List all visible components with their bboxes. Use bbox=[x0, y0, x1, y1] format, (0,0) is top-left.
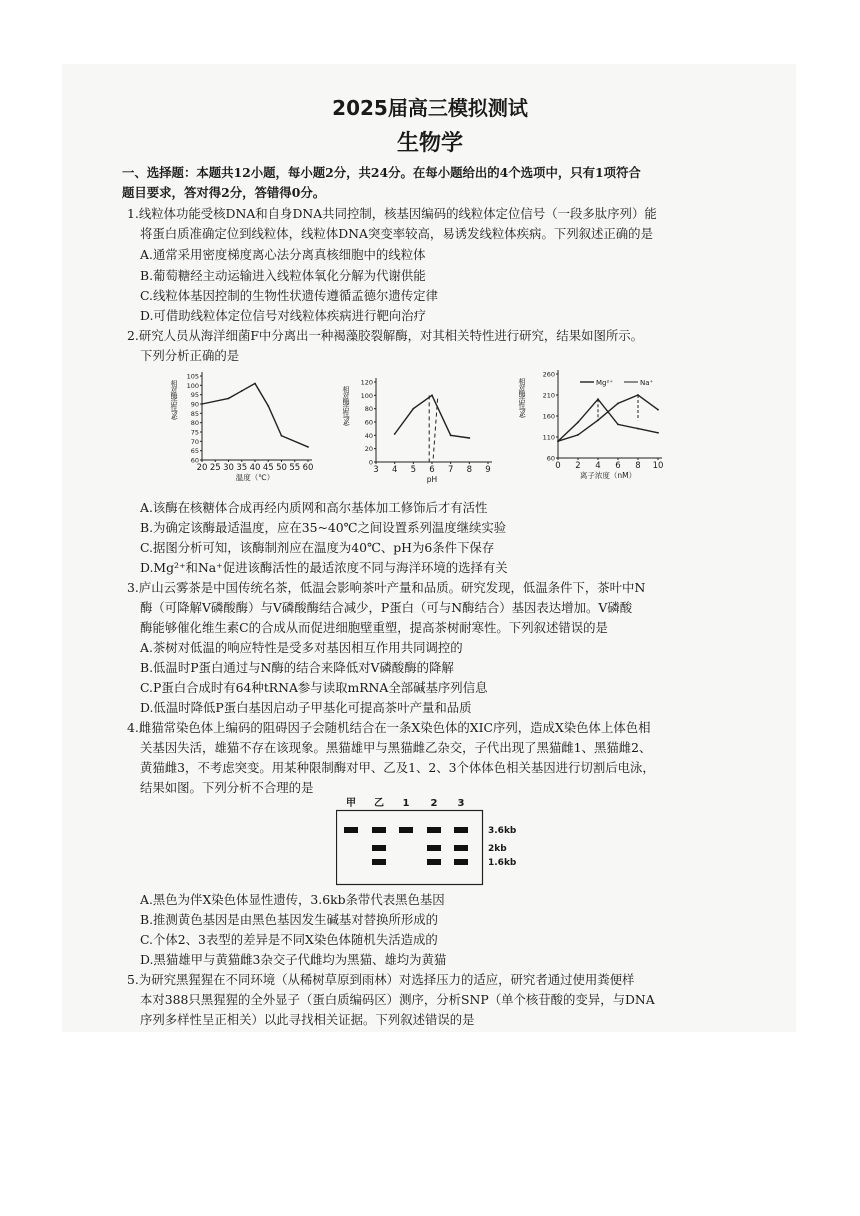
gel-band bbox=[454, 845, 468, 851]
section-intro-line: 一、选择题：本题共12小题，每小题2分，共24分。在每小题给出的4个选项中，只有1项符合 bbox=[122, 165, 641, 180]
question-stem: 4.雌猫常染色体上编码的阻碍因子会随机结合在一条X染色体的XIC序列，造成X染色体上体色相 bbox=[127, 720, 651, 735]
legend-label: Na⁺ bbox=[640, 379, 654, 387]
ph-chart bbox=[336, 368, 501, 486]
gel-band bbox=[372, 845, 386, 851]
option-a: A.通常采用密度梯度离心法分离真核细胞中的线粒体 bbox=[140, 247, 426, 262]
x-tick-label: 25 bbox=[209, 463, 221, 473]
data-point bbox=[637, 428, 639, 430]
y-tick-label: 160 bbox=[542, 412, 555, 421]
x-tick-label: 2 bbox=[575, 461, 581, 471]
data-point bbox=[657, 432, 659, 434]
y-tick-label: 80 bbox=[190, 419, 199, 428]
question-stem: 3.庐山云雾茶是中国传统名茶，低温会影响茶叶产量和品质。研究发现，低温条件下，茶叶中N bbox=[127, 580, 646, 595]
option-a: A.该酶在核糖体合成再经内质网和高尔基体加工修饰后才有活性 bbox=[140, 500, 488, 515]
data-point bbox=[468, 437, 470, 439]
data-point bbox=[228, 398, 230, 400]
x-tick-label: 40 bbox=[249, 463, 261, 473]
lane-label: 2 bbox=[430, 798, 438, 809]
series-line bbox=[395, 395, 470, 438]
question-stem: 结果如图。下列分析不合理的是 bbox=[140, 780, 314, 795]
y-tick-label: 90 bbox=[190, 400, 199, 409]
y-tick-label: 60 bbox=[190, 456, 199, 465]
series-line bbox=[558, 399, 658, 441]
data-point bbox=[577, 421, 579, 423]
option-d: D.可借助线粒体定位信号对线粒体疾病进行靶向治疗 bbox=[140, 308, 427, 323]
y-axis-label: 相对酶活性(%) bbox=[518, 378, 526, 418]
x-tick-label: 9 bbox=[485, 465, 491, 475]
option-c: C.个体2、3表型的差异是不同X染色体随机失活造成的 bbox=[140, 932, 438, 947]
data-point bbox=[201, 403, 203, 405]
section-intro-line: 题目要求，答对得2分，答错得0分。 bbox=[122, 185, 326, 200]
gel-band bbox=[427, 845, 441, 851]
question-stem: 序列多样性呈正相关）以此寻找相关证据。下列叙述错误的是 bbox=[140, 1012, 475, 1027]
question-stem: 5.为研究黑猩猩在不同环境（从稀树草原到雨林）对选择压力的适应，研究者通过使用粪便样 bbox=[127, 972, 635, 987]
option-c: C.据图分析可知，该酶制剂应在温度为40℃、pH为6条件下保存 bbox=[140, 540, 495, 555]
x-tick-label: 4 bbox=[391, 465, 398, 475]
data-point bbox=[450, 434, 452, 436]
data-point bbox=[281, 435, 283, 437]
option-d: D.黑猫雄甲与黄猫雌3杂交子代雌均为黑猫、雄均为黄猫 bbox=[140, 952, 447, 967]
data-point bbox=[617, 403, 619, 405]
data-point bbox=[412, 408, 414, 410]
temperature-chart bbox=[160, 368, 320, 486]
y-tick-label: 70 bbox=[190, 437, 199, 446]
gel-band bbox=[399, 827, 413, 833]
guide-line bbox=[433, 399, 438, 462]
x-tick-label: 30 bbox=[223, 463, 234, 473]
data-point bbox=[617, 424, 619, 426]
x-tick-label: 4 bbox=[595, 461, 601, 471]
option-b: B.低温时P蛋白通过与N酶的结合来降低对V磷酸酶的降解 bbox=[140, 660, 454, 675]
lane-label: 1 bbox=[402, 798, 410, 809]
data-point bbox=[241, 390, 243, 392]
x-tick-label: 55 bbox=[289, 463, 301, 473]
question-stem: 本对388只黑猩猩的全外显子（蛋白质编码区）测序，分析SNP（单个核苷酸的变异，与DNA bbox=[140, 992, 655, 1007]
x-tick-label: 0 bbox=[555, 461, 561, 471]
y-tick-label: 20 bbox=[364, 445, 373, 454]
y-tick-label: 40 bbox=[364, 431, 373, 440]
data-point bbox=[557, 440, 559, 442]
question-stem: 1.线粒体功能受核DNA和自身DNA共同控制，核基因编码的线粒体定位信号（一段多肽序列）能 bbox=[127, 206, 657, 221]
lane-label: 乙 bbox=[374, 798, 384, 809]
y-tick-label: 105 bbox=[186, 372, 199, 381]
x-tick-label: 10 bbox=[652, 461, 664, 471]
x-tick-label: 6 bbox=[429, 465, 435, 475]
option-b: B.为确定该酶最适温度，应在35~40℃之间设置系列温度继续实验 bbox=[140, 520, 507, 535]
y-tick-label: 65 bbox=[190, 447, 199, 456]
y-tick-label: 85 bbox=[190, 409, 199, 418]
x-tick-label: 7 bbox=[447, 465, 454, 475]
gel-band bbox=[427, 827, 441, 833]
y-tick-label: 75 bbox=[190, 428, 199, 437]
option-a: A.黑色为伴X染色体显性遗传，3.6kb条带代表黑色基因 bbox=[140, 892, 445, 907]
series-line bbox=[202, 383, 308, 446]
x-tick-label: 8 bbox=[466, 465, 473, 475]
question-stem: 酶（可降解V磷酸酶）与V磷酸酶结合减少，P蛋白（可与N酶结合）基因表达增加。V磷酸 bbox=[140, 600, 633, 615]
option-c: C.P蛋白合成时有64种tRNA参与读取mRNA全部碱基序列信息 bbox=[140, 680, 488, 695]
size-label: 2kb bbox=[488, 844, 507, 854]
gel-band bbox=[344, 827, 358, 833]
lane-label: 3 bbox=[457, 798, 465, 809]
data-point bbox=[431, 394, 433, 396]
data-point bbox=[597, 419, 599, 421]
data-point bbox=[307, 446, 309, 448]
exam-title: 2025届高三模拟测试 bbox=[332, 96, 528, 120]
question-stem: 关基因失活，雄猫不存在该现象。黑猫雄甲与黑猫雌乙杂交，子代出现了黑猫雌1、黑猫雌2、 bbox=[140, 740, 652, 755]
x-tick-label: 45 bbox=[262, 463, 274, 473]
series-line bbox=[558, 395, 658, 441]
x-axis-label: 离子浓度（nM） bbox=[579, 471, 637, 480]
x-tick-label: 6 bbox=[615, 461, 621, 471]
y-axis-label: 相对酶活性(%) bbox=[342, 386, 350, 426]
gel-band bbox=[454, 859, 468, 865]
y-tick-label: 110 bbox=[542, 433, 555, 442]
size-label: 1.6kb bbox=[488, 858, 517, 868]
data-point bbox=[267, 405, 269, 407]
x-tick-label: 20 bbox=[196, 463, 208, 473]
y-tick-label: 100 bbox=[360, 391, 373, 400]
gel-band bbox=[427, 859, 441, 865]
x-tick-label: 8 bbox=[635, 461, 641, 471]
option-b: B.葡萄糖经主动运输进入线粒体氧化分解为代谢供能 bbox=[140, 268, 426, 283]
lane-label: 甲 bbox=[346, 798, 356, 809]
x-tick-label: 35 bbox=[236, 463, 248, 473]
legend-label: Mg²⁺ bbox=[596, 379, 613, 387]
y-tick-label: 210 bbox=[542, 391, 555, 400]
option-d: D.Mg²⁺和Na⁺促进该酶活性的最适浓度不同与海洋环境的选择有关 bbox=[140, 560, 508, 575]
y-tick-label: 80 bbox=[364, 405, 373, 414]
gel-figure bbox=[336, 796, 526, 888]
question-stem: 2.研究人员从海洋细菌F中分离出一种褐藻胶裂解酶，对其相关特性进行研究，结果如图所示。 bbox=[127, 328, 644, 343]
x-tick-label: 60 bbox=[302, 463, 314, 473]
question-stem: 将蛋白质准确定位到线粒体，线粒体DNA突变率较高，易诱发线粒体疾病。下列叙述正确的是 bbox=[140, 226, 653, 241]
y-tick-label: 60 bbox=[364, 418, 373, 427]
ion-chart bbox=[514, 366, 686, 490]
option-d: D.低温时降低P蛋白基因启动子甲基化可提高茶叶产量和品质 bbox=[140, 700, 472, 715]
gel-band bbox=[372, 827, 386, 833]
y-axis-label: 相对酶活性(%) bbox=[170, 380, 178, 420]
x-axis-label: 温度（℃） bbox=[235, 473, 275, 482]
y-tick-label: 120 bbox=[360, 378, 373, 387]
data-point bbox=[657, 409, 659, 411]
data-point bbox=[394, 433, 396, 435]
data-point bbox=[254, 383, 256, 385]
y-tick-label: 0 bbox=[368, 458, 373, 467]
exam-subject: 生物学 bbox=[396, 131, 463, 156]
x-axis-label: pH bbox=[426, 475, 438, 484]
option-b: B.推测黄色基因是由黑色基因发生碱基对替换所形成的 bbox=[140, 912, 439, 927]
y-tick-label: 60 bbox=[546, 454, 555, 463]
question-stem: 下列分析正确的是 bbox=[140, 348, 240, 363]
y-tick-label: 260 bbox=[542, 370, 555, 379]
y-tick-label: 100 bbox=[186, 381, 199, 390]
question-stem: 酶能够催化维生素C的合成从而促进细胞壁重塑，提高茶树耐寒性。下列叙述错误的是 bbox=[140, 620, 608, 635]
question-stem: 黄猫雌3，不考虑突变。用某种限制酶对甲、乙及1、2、3个体体色相关基因进行切割后电泳， bbox=[140, 760, 655, 775]
gel-band bbox=[372, 859, 386, 865]
option-a: A.茶树对低温的响应特性是受多对基因相互作用共同调控的 bbox=[140, 640, 463, 655]
size-label: 3.6kb bbox=[488, 826, 517, 836]
gel-band bbox=[454, 827, 468, 833]
x-tick-label: 5 bbox=[410, 465, 417, 475]
option-c: C.线粒体基因控制的生物性状遗传遵循孟德尔遗传定律 bbox=[140, 288, 438, 303]
x-tick-label: 3 bbox=[373, 465, 379, 475]
data-point bbox=[577, 434, 579, 436]
x-tick-label: 50 bbox=[276, 463, 287, 473]
y-tick-label: 95 bbox=[190, 391, 199, 400]
